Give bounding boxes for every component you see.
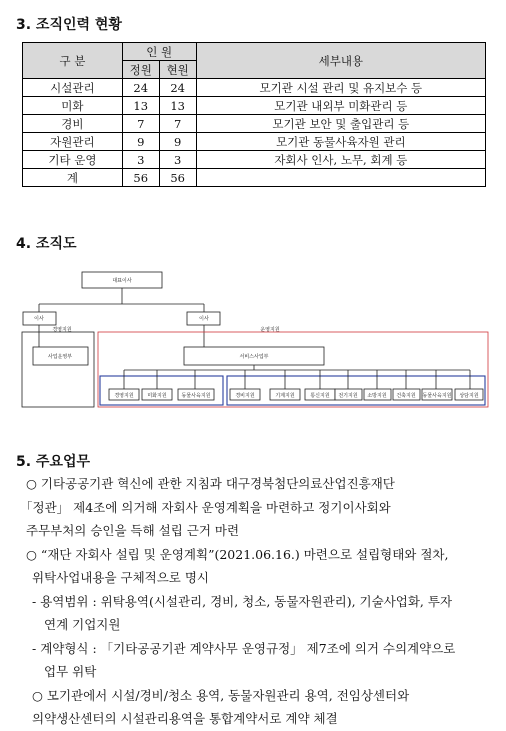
duty-line: 연계 기업지원 (44, 617, 121, 632)
row-detail: 모기관 보안 및 출입관리 등 (196, 115, 485, 133)
row-current: 7 (159, 115, 196, 133)
duty-line: 주무부처의 승인을 득해 설립 근거 마련 (26, 523, 240, 538)
row-quota: 56 (122, 169, 159, 187)
row-detail: 모기관 시설 관리 및 유지보수 등 (196, 79, 485, 97)
duty-line: - 계약형식 : 「기타공공기관 계약사무 운영규정」 제7조에 의거 수의계약으로 (32, 640, 456, 656)
duties-body (18, 472, 498, 731)
dept-right-label: 서비스사업부 (239, 354, 269, 360)
row-quota: 3 (122, 151, 159, 169)
row-detail: 모기관 동물사육자원 관리 (196, 133, 485, 151)
team-label: 전기지원 (338, 393, 358, 399)
duty-line: 의약생산센터의 시설관리용역을 통합계약서로 계약 체결 (32, 711, 338, 726)
team-label: 소방지원 (367, 393, 387, 399)
duty-line: 업무 위탁 (44, 664, 97, 679)
row-current: 13 (159, 97, 196, 115)
director-right-label: 이사 (199, 316, 209, 322)
section-5-heading: 5. 주요업무 (16, 454, 91, 470)
team-label: 건축지원 (396, 393, 416, 399)
row-detail: 자회사 인사, 노무, 회계 등 (196, 151, 485, 169)
header-quota: 정원 (122, 61, 159, 79)
team-label: 통신지원 (310, 393, 330, 399)
duty-line: - 용역범위 : 위탁용역(시설관리, 경비, 청소, 동물자원관리), 기술사업화, 투자 (32, 593, 453, 609)
director-left-label: 이사 (34, 316, 44, 322)
dept-left-label: 사업운영부 (47, 354, 73, 360)
row-current: 9 (159, 133, 196, 151)
row-name: 시설관리 (23, 79, 123, 97)
header-current: 현원 (159, 61, 196, 79)
row-name: 기타 운영 (23, 151, 123, 169)
team-label: 상담지원 (459, 393, 479, 399)
group-left-label: 경영지원 (52, 327, 72, 333)
row-quota: 13 (122, 97, 159, 115)
team-label: 동물사육지원 (181, 393, 211, 399)
duty-line: ○ 기타공공기관 혁신에 관한 지침과 대구경북첨단의료산업진흥재단 (26, 476, 395, 491)
row-quota: 7 (122, 115, 159, 133)
row-quota: 9 (122, 133, 159, 151)
section-4-heading: 4. 조직도 (16, 236, 77, 252)
row-current: 3 (159, 151, 196, 169)
team-label: 경비지원 (235, 393, 255, 399)
row-name: 미화 (23, 97, 123, 115)
group-right-label: 운영지원 (260, 327, 280, 333)
section-3-heading: 3. 조직인력 현황 (16, 17, 122, 33)
ceo-label: 대표이사 (112, 278, 132, 284)
row-current: 56 (159, 169, 196, 187)
header-category: 구 분 (23, 43, 123, 79)
header-detail: 세부내용 (196, 43, 485, 79)
row-name: 계 (23, 169, 123, 187)
row-name: 경비 (23, 115, 123, 133)
row-quota: 24 (122, 79, 159, 97)
team-label: 기계지원 (275, 393, 295, 399)
team-label: 미화지원 (147, 393, 167, 399)
duty-line: 위탁사업내용을 구체적으로 명시 (32, 570, 209, 585)
team-label: 경영지원 (114, 393, 134, 399)
duty-line: ○ 모기관에서 시설/경비/청소 용역, 동물자원관리 용역, 전임상센터와 (32, 687, 410, 703)
team-label: 동물사육지원 (422, 393, 452, 399)
duty-line: ○ “재단 자회사 설립 및 운영계획”(2021.06.16.) 마련으로 설립형태와 절차, (26, 546, 449, 562)
header-personnel: 인 원 (122, 43, 196, 61)
duty-line: 「정관」 제4조에 의거해 자회사 운영계획을 마련하고 정기이사회와 (20, 499, 391, 515)
left-area (22, 332, 94, 407)
row-detail: 모기관 내외부 미화관리 등 (196, 97, 485, 115)
row-name: 자원관리 (23, 133, 123, 151)
row-current: 24 (159, 79, 196, 97)
